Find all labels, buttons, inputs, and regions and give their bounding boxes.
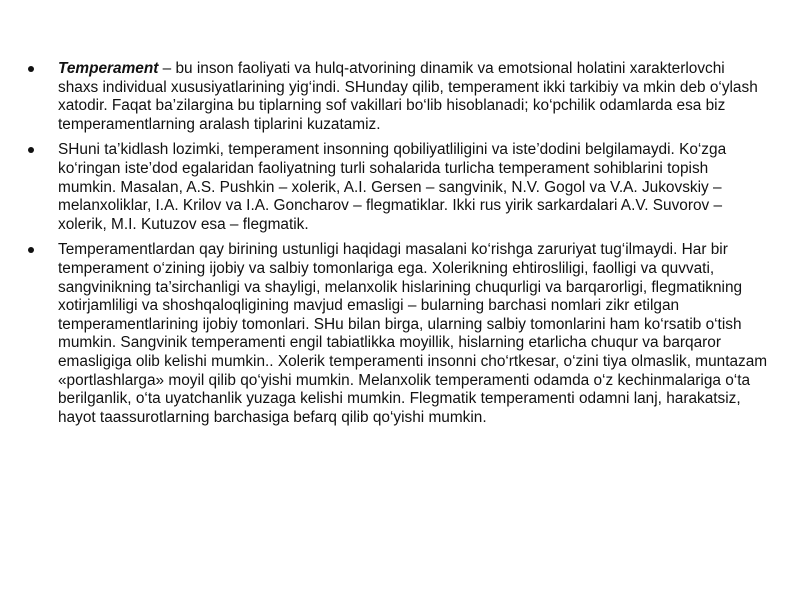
bullet-icon (28, 247, 34, 253)
bullet-text: Temperamentlardan qay birining ustunligi haqidagi masalani ko‘rishga zaruriyat tug‘ilmaydi. Har bir temperament o‘zining ijobiy va salbiy tomonlariga ega. Xolerikning ehtirosliligi, faolligi va quvvati, sangvinikning ta’sirchanligi va shayligi, melanxolik hislarining chuqurligi va barqarorligi, flegmatikning xotirjamliligi va shoshqaloqligining mavjud emasligi – bularning barchasi nomlari zikr etilgan temperamentlarining ijobiy tomonlari. SHu bilan birga, ularning salbiy tomonlarini ham ko‘rsatib o‘tish mumkin. Sangvinik temperamenti engil tabiatlikka moyillik, hislarning etarlicha chuqur va barqaror emasligiga olib kelishi mumkin.. Xolerik temperamenti insonni cho‘rtkesar, o‘zini tiya olmaslik, muntazam «portlashlarga» moyil qilib qo‘yishi mumkin. Melanxolik temperamenti odamda o‘z kechinmalariga o‘ta berilganlik, o‘ta uyatchanlik yuzaga kelishi mumkin. Flegmatik temperamenti odamni lanj, harakatsiz, hayot taassurotlarning barchasiga befarq qilib qo‘yishi mumkin. (58, 241, 768, 426)
bullet-item-positive-negative-sides (28, 241, 768, 427)
bullet-list (28, 60, 768, 434)
bullet-item-talent-examples (28, 141, 768, 234)
bullet-text: – bu inson faoliyati va hulq-atvorining dinamik va emotsional holatini xarakterlovchi shaxs individual xususiyatlarining yig‘indi. SHunday qilib, temperament ikki tarkibiy va mkin deb o‘ylash xatodir. Faqat ba’zilargina bu tiplarning sof vakillari bo‘lib hisoblanadi; ko‘pchilik odamlarda esa biz temperamentlarning aralash tiplarini kuzatamiz. (58, 60, 758, 133)
bullet-text: SHuni ta’kidlash lozimki, temperament insonning qobiliyatliligini va iste’dodini belgilamaydi. Ko‘zga ko‘ringan iste’dod egalaridan faoliyatning turli sohalarida turlicha temperament sohiblarini topish mumkin. Masalan, A.S. Pushkin – xolerik, A.I. Gersen – sangvinik, N.V. Gogol va V.A. Jukovskiy – melanxoliklar, I.A. Krilov va I.A. Goncharov – flegmatiklar. Ikki rus yirik sarkardalari A.V. Suvorov – xolerik, M.I. Kutuzov esa – flegmatik. (58, 141, 727, 233)
bullet-item-temperament-definition (28, 60, 768, 134)
bullet-icon (28, 147, 34, 153)
term-temperament: Temperament (58, 60, 159, 77)
bullet-icon (28, 66, 34, 72)
